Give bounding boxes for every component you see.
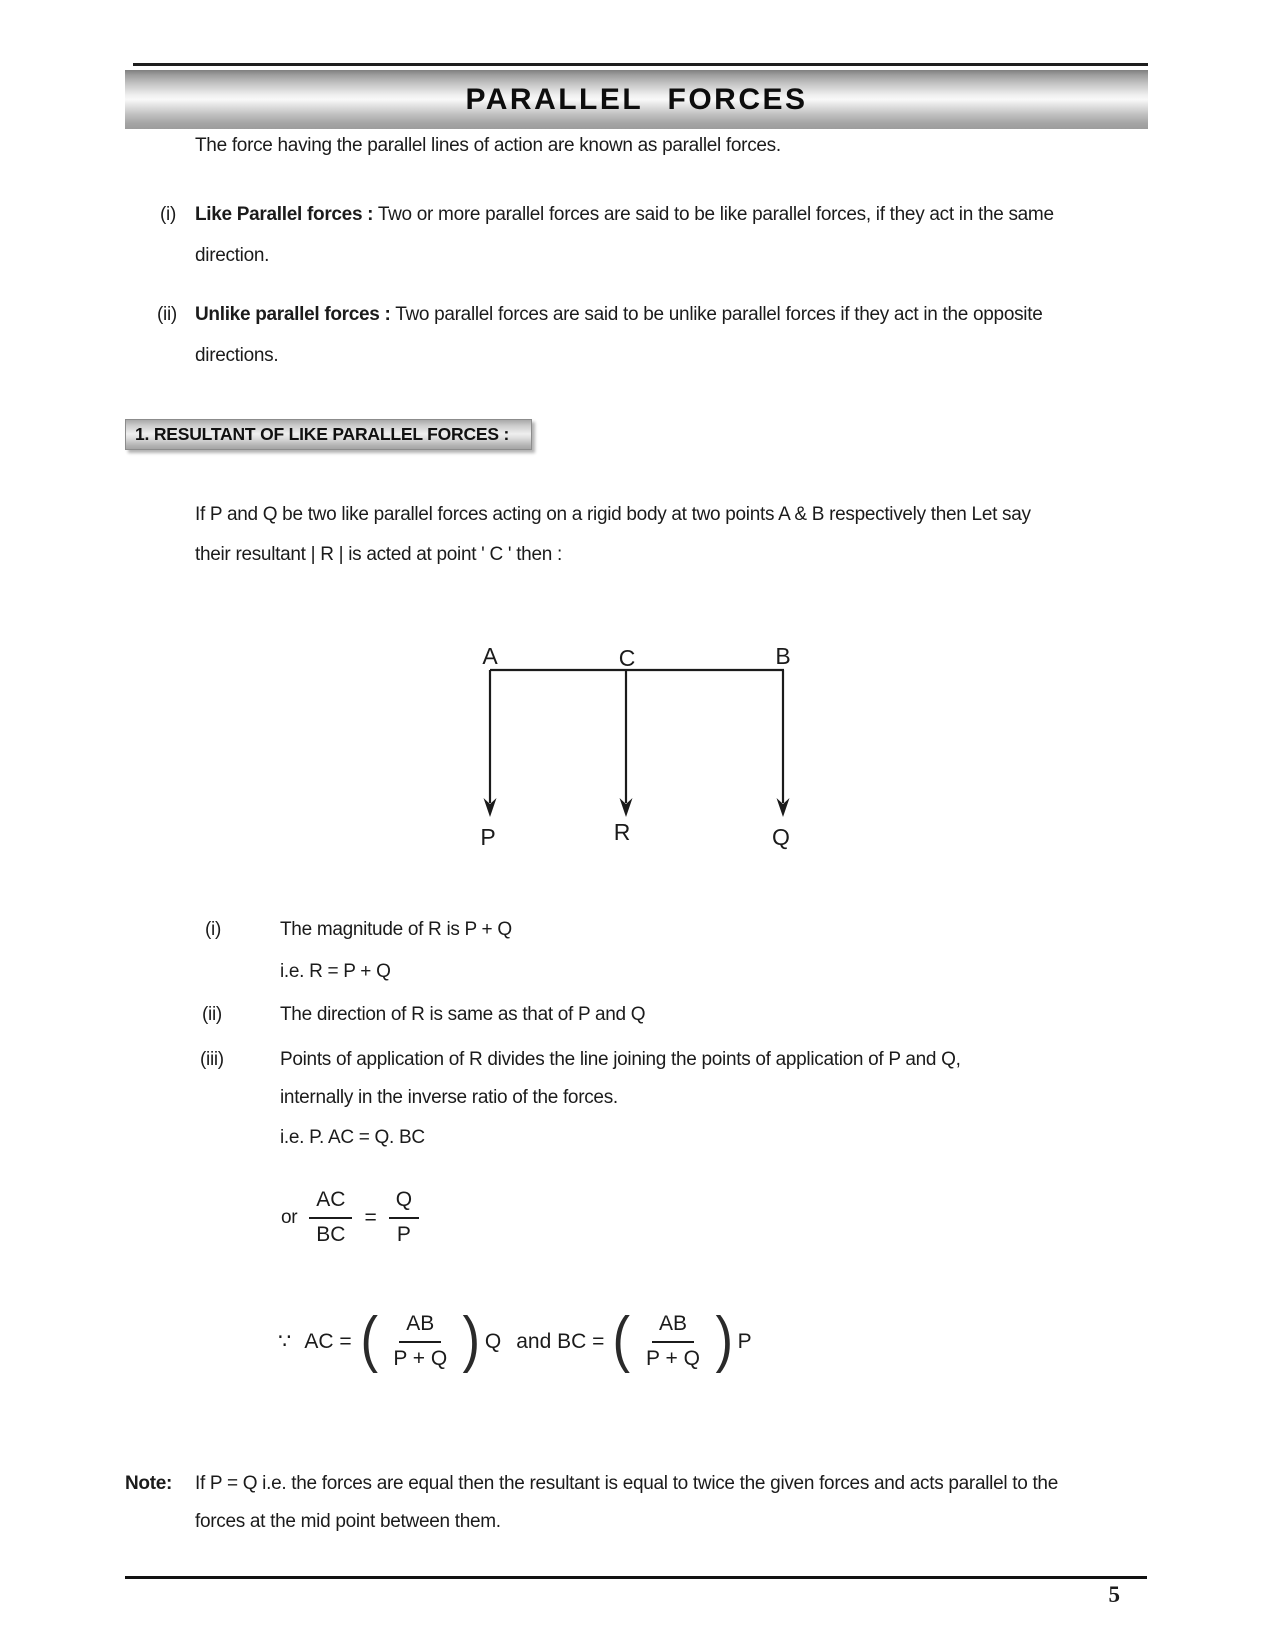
page-number: 5 — [1108, 1582, 1120, 1607]
because-denominator-2: P + Q — [646, 1347, 700, 1370]
top-rule — [133, 63, 1148, 66]
definition-unlike-line1 — [195, 303, 1042, 327]
definition-unlike-term: Unlike parallel forces : — [195, 304, 391, 325]
property-i-sub: i.e. R = P + Q — [280, 961, 391, 982]
diagram-label-b: B — [775, 643, 791, 669]
because-middle: and BC = — [516, 1329, 605, 1353]
because-numerator-1: AB — [399, 1312, 441, 1343]
diagram-label-c: C — [618, 645, 636, 671]
property-iii-line1: Points of application of R divides the line joining the points of application of P and Q, — [280, 1049, 961, 1070]
ratio-prefix: or — [281, 1206, 298, 1228]
ratio-fraction-left — [309, 1188, 352, 1247]
intro-text: The force having the parallel lines of action are known as parallel forces. — [195, 135, 781, 156]
forces-diagram — [430, 600, 830, 865]
title-banner — [125, 70, 1148, 129]
page-title: PARALLEL FORCES — [465, 82, 808, 116]
diagram-label-p: P — [480, 824, 496, 850]
property-ii-text: The direction of R is same as that of P and Q — [280, 1004, 646, 1025]
diagram-label-q: Q — [772, 824, 790, 850]
definition-like-line1 — [195, 203, 1054, 227]
ratio-formula — [281, 1188, 419, 1247]
ratio-numerator-right: Q — [389, 1188, 419, 1219]
definition-unlike-marker: (ii) — [157, 304, 177, 325]
ratio-fraction-right — [389, 1188, 419, 1247]
definition-unlike-text: Two parallel forces are said to be unlike parallel forces if they act in the opposite — [390, 304, 1043, 325]
because-mult-1: Q — [484, 1329, 502, 1353]
note-line1: If P = Q i.e. the forces are equal then the resultant is equal to twice the given forces and acts parallel to the — [195, 1473, 1058, 1494]
property-ii-marker: (ii) — [202, 1004, 222, 1025]
definition-like-text: Two or more parallel forces are said to be like parallel forces, if they act in the same — [373, 204, 1054, 225]
because-lhs: AC = — [304, 1329, 352, 1353]
note-line2: forces at the mid point between them. — [195, 1511, 501, 1532]
paragraph-line2: their resultant | R | is acted at point ' C ' then : — [195, 544, 562, 565]
diagram-label-a: A — [482, 643, 498, 669]
ratio-denominator-left: BC — [316, 1223, 346, 1246]
definition-unlike-line2: directions. — [195, 345, 279, 366]
paragraph-line1: If P and Q be two like parallel forces acting on a rigid body at two points A & B respectively then Let say — [195, 504, 1031, 525]
property-iii-line2: internally in the inverse ratio of the forces. — [280, 1087, 618, 1108]
property-i-text: The magnitude of R is P + Q — [280, 919, 512, 940]
note-label: Note: — [125, 1473, 173, 1494]
because-mult-2: P — [737, 1329, 752, 1353]
definition-like-term: Like Parallel forces : — [195, 204, 374, 225]
diagram-label-r: R — [613, 819, 631, 845]
ratio-equals: = — [364, 1205, 377, 1229]
definition-like-marker: (i) — [160, 204, 176, 225]
because-fraction-2 — [639, 1312, 707, 1371]
because-fraction-1 — [386, 1312, 454, 1371]
because-denominator-1: P + Q — [393, 1347, 448, 1370]
property-iii-marker: (iii) — [200, 1049, 224, 1070]
forces-diagram-svg — [430, 600, 830, 865]
definition-like-line2: direction. — [195, 245, 270, 266]
bottom-rule — [125, 1576, 1147, 1579]
property-i-marker: (i) — [205, 919, 221, 940]
because-numerator-2: AB — [652, 1312, 694, 1343]
section-heading-bar — [125, 419, 532, 450]
ratio-denominator-right: P — [396, 1223, 411, 1246]
because-symbol: ∵ — [278, 1330, 292, 1353]
section-heading: 1. RESULTANT OF LIKE PARALLEL FORCES : — [135, 424, 510, 444]
because-formula: ∵ AC = ( $\frac{AB}{P + Q}$ ) Q and BC = ( $\frac{AB}{P + Q}$ ) P — [278, 1304, 752, 1374]
property-iii-sub: i.e. P. AC = Q. BC — [280, 1127, 425, 1148]
ratio-numerator-left: AC — [309, 1188, 352, 1219]
